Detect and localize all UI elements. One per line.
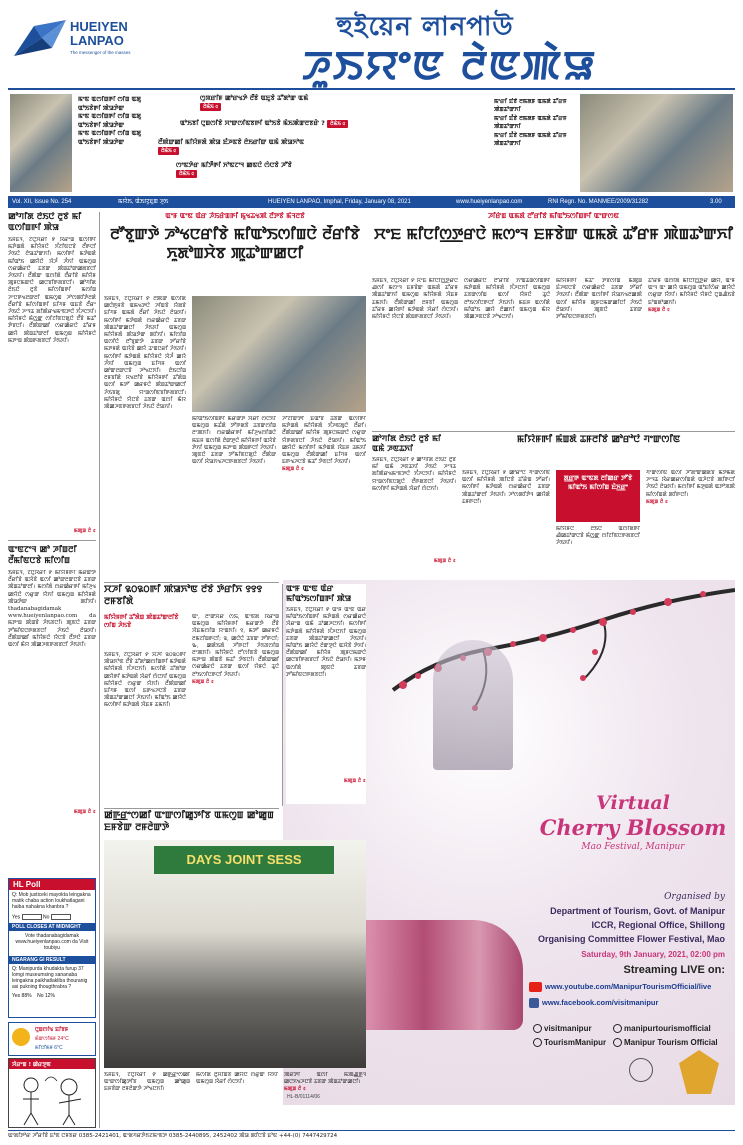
- poll-result-values: [9, 992, 95, 1000]
- poll-no-label: No: [42, 913, 50, 920]
- teaser-item[interactable]: ꯑꯣꯏꯕꯤ ꯅꯨꯡꯁꯤꯕꯥ ꯆꯦꯛꯁꯤꯟꯕꯒꯤ ꯑꯣꯏꯕꯥ ꯃꯥꯏꯄꯥꯛꯂꯕꯔꯥ ? ꯂꯥꯃꯥꯏ ৫: [156, 119, 491, 128]
- mid-story-1-headline[interactable]: ꯀꯣꯚꯤꯗ ꯂꯥꯏꯅꯥ ꯂꯨꯕꯥ ꯃꯤ ꯑꯃꯥ ꯍꯟꯊꯈꯤ: [372, 434, 441, 453]
- lower-story-1-col2: ꯑꯦ, ꯂꯦꯛꯆꯔ ꯁꯥꯢ, ꯑꯦꯟꯗ ꯋꯥꯔꯦꯡ ꯑꯃꯁꯨꯡ ꯃꯤꯌꯥꯝꯒꯤ ꯃꯔꯛꯇꯥ ꯂꯩꯕꯥ ꯋꯥꯐꯃꯁꯤꯡ ꯌꯦꯡꯈꯤ। ꯱, ꯃꯇꯧ ꯀꯔꯝꯅꯥ ꯂꯃꯖꯤꯡꯒꯅꯤ; ꯲, ꯀꯅꯥꯅꯥ ꯊꯕꯛ ꯇꯧꯒꯅꯤ; ꯳, ꯀꯗꯥꯏꯗꯥ ꯍꯧꯒꯅꯤ ꯍꯥꯏꯕꯁꯤꯡ ꯂꯦꯄꯈꯤ। ꯃꯤꯌꯥꯝꯅꯥ ꯂꯧꯁꯤꯟꯕꯥ ꯑꯃꯁꯨꯡ ꯃꯇꯦꯡ ꯄꯥꯡꯕꯥ ꯃꯊꯧ ꯇꯥꯕꯅꯤ। ꯂꯩꯄꯥꯛꯀꯤ ꯁꯔꯀꯥꯔꯅꯥ ꯊꯕꯛ ꯑꯁꯤ ꯌꯥꯝꯅꯥ ꯊꯨꯅꯥ ꯂꯣꯏꯁꯤꯅꯒꯅꯤ ꯍꯥꯏꯈꯤ। ꯃꯄꯨꯡ ꯂꯥ ৫: [192, 614, 279, 685]
- mid-story-1: [372, 434, 456, 578]
- divider: [104, 808, 279, 809]
- teaser-photo-left: [10, 94, 72, 192]
- top-teaser-strip: [8, 88, 735, 196]
- teaser-item[interactable]: ꯁꯨꯞꯔꯤꯝ ꯀꯣꯔꯠꯇꯥ ꯂꯩꯕꯥ ꯑꯐꯨꯕꯥ ꯊꯧꯗꯣꯛ ꯑꯃꯥ ꯂꯥꯃꯥꯏ ৫: [200, 94, 309, 110]
- second-lead-headline[interactable]: ꯆꯦꯐ ꯃꯤꯅꯤꯁ꯭ꯇꯔꯅꯥ ꯃꯁꯦꯜ ꯐꯝꯕꯥꯛ ꯑꯃꯗꯥ ꯊꯧꯔꯝ ꯄꯥꯡꯊꯣꯛꯈꯤ: [374, 225, 733, 243]
- mid-story-2-col1: ꯏꯝꯐꯥꯜ, ꯖꯥꯅꯨꯋꯥꯔꯤ ꯸ ꯀꯣꯔꯣꯅꯥ ꯚꯦꯛꯁꯤꯟ ꯑꯁꯤ ꯃꯤꯌꯥꯝꯗꯥ ꯄꯤꯅꯕꯥ ꯊꯧꯔꯥꯡ ꯇꯧꯔꯤ। ꯃꯁꯤꯒꯤ ꯃꯇꯥꯡꯗꯥ ꯁꯔꯀꯥꯔꯅꯥ ꯊꯕꯛ ꯄꯥꯡꯊꯣꯛꯂꯤ ꯍꯥꯏꯈꯤ। ꯍꯣꯁꯄꯤꯇꯥꯜ ꯀꯌꯥꯗꯥ ꯊꯝꯒꯅꯤ।: [462, 470, 550, 505]
- teaser-more-badge: ꯂꯥꯃꯥꯏ ৫: [200, 103, 221, 111]
- lead-kicker: ꯑꯦꯝ ꯑꯦꯟ ꯑꯥꯔ ꯍꯥꯏꯔꯥꯡꯒꯤ ꯃꯨꯠꯊꯠꯄꯥ ꯂꯩꯇꯕꯥ ꯃꯥꯜꯂꯕꯥ: [165, 212, 305, 220]
- logo-line2: LANPAO: [70, 33, 124, 48]
- continued-label: ꯃꯄꯨꯡ ꯂꯥ ৫: [192, 678, 215, 685]
- ad-organised-by: Organised by: [664, 892, 725, 902]
- hl-poll-box: [8, 878, 96, 1018]
- weather-max: ꯃꯥꯛꯁꯤꯃꯝ 24°C: [35, 1036, 69, 1042]
- poll-result-question: Q: Manipurda khudakta furup 37 lomgi museumsing sananaba leingakna paikhatlakliba thouranig asi pukning thougthrabra ?: [12, 965, 88, 991]
- continued-label: ꯃꯄꯨꯡ ꯂꯥ ৫: [73, 528, 96, 534]
- left-story1-body: ꯏꯝꯐꯥꯜ, ꯖꯥꯅꯨꯋꯥꯔꯤ ꯸ ꯋꯥꯔꯦꯡ ꯑꯁꯤꯒꯤ ꯃꯇꯥꯡꯗꯥ ꯃꯤꯌꯥꯝꯅꯥ ꯈꯪꯖꯤꯟꯅꯕꯥ ꯂꯩꯒꯅꯤ ꯍꯥꯏꯅꯥ ꯂꯥꯎꯊꯣꯛꯈꯤ। ꯃꯁꯤꯒꯤ ꯃꯇꯥꯡꯗꯥ ꯃꯤꯑꯣꯏ ꯀꯌꯥꯅꯥ ꯋꯥꯍꯪ ꯍꯪꯈꯤ ꯑꯃꯁꯨꯡ ꯁꯔꯀꯥꯔꯅꯥ ꯊꯕꯛ ꯄꯥꯡꯊꯣꯛꯀꯗꯕꯅꯤ ꯍꯥꯏꯈꯤ। ꯂꯩꯄꯥꯛ ꯑꯁꯤꯗꯥ ꯂꯩꯔꯤꯕꯥ ꯃꯤꯌꯥꯝ ꯄꯨꯝꯅꯃꯛꯅꯥ ꯀꯅꯕꯤꯒꯗꯕꯅꯤ। ꯀꯣꯚꯤꯗ ꯂꯥꯏꯅꯥ ꯂꯨꯕꯥ ꯃꯤꯁꯤꯡꯒꯤ ꯃꯁꯤꯡ ꯍꯦꯅꯒꯠꯂꯛꯂꯤ ꯑꯃꯁꯨꯡ ꯍꯣꯁꯄꯤꯇꯥꯂꯗꯥ ꯂꯩꯔꯤꯕꯥ ꯃꯤꯁꯤꯡꯒꯤ ꯐꯤꯚꯝ ꯑꯐꯕꯥ ꯂꯩꯔꯦ ꯍꯥꯏꯅꯥ ꯍꯦꯜꯊ ꯗꯤꯄꯥꯔꯠꯃꯦꯟꯇꯅꯥ ꯈꯪꯍꯅꯈꯤ। ꯃꯤꯌꯥꯝꯅꯥ ꯃꯥꯁ꯭ꯛ ꯁꯤꯖꯤꯟꯅꯗꯨꯅꯥ ꯂꯩꯕꯥ ꯃꯊꯧ ꯇꯥꯕꯅꯤ। ꯂꯩꯄꯥꯛꯀꯤ ꯁꯔꯀꯥꯔꯅꯥ ꯊꯧꯔꯝ ꯀꯌꯥ ꯄꯥꯡꯊꯣꯛꯂꯤ ꯑꯃꯁꯨꯡ ꯃꯤꯌꯥꯝꯅꯥ ꯃꯇꯦꯡ ꯄꯥꯡꯒꯗꯕꯅꯤ ꯍꯥꯏꯈꯤ।: [8, 237, 96, 344]
- continued-label: ꯃꯄꯨꯡ ꯂꯥ ৫: [343, 778, 366, 784]
- teaser-item[interactable]: ꯂꯩꯄꯥꯛꯀꯤ ꯃꯤꯌꯥꯝꯗꯥ ꯄꯥꯎ ꯐꯪꯍꯟꯕꯥ ꯂꯥꯏꯔꯤꯛ ꯑꯃꯥ ꯄꯥꯎꯈꯣꯟ ꯂꯥꯃꯥꯏ ৫: [158, 138, 305, 154]
- ad-title-cherry-blossom: Cherry Blossom: [539, 815, 727, 840]
- divider: [372, 431, 735, 432]
- volume-issue: Vol. XII, Issue No. 254: [12, 199, 72, 205]
- poll-question: Q: Mob justiceki mayokta leingakna matik chaba action loukhatlagani haiba nahakna khanbra ?: [12, 892, 91, 911]
- origami-bird-logo-icon: [12, 18, 68, 58]
- website-link[interactable]: www.hueiyenlanpao.com: [456, 199, 523, 205]
- ad-organiser-3: Organising Committee Flower Festival, Mao: [537, 934, 725, 944]
- rni-number: RNI Regn. No. MANMEE/2009/31282: [548, 199, 649, 205]
- lower-story-2-body: ꯏꯝꯐꯥꯜ, ꯖꯥꯅꯨꯋꯥꯔꯤ ꯸ ꯑꯦꯝ ꯑꯦꯟ ꯑꯥꯔ ꯃꯤꯑꯣꯏꯁꯤꯡꯒꯤ ꯃꯇꯥꯡꯗꯥ ꯁꯔꯀꯥꯔꯅꯥ ꯋꯥꯔꯦꯡ ꯑꯃꯥ ꯊꯣꯀꯍꯅꯈꯤ। ꯃꯁꯤꯒꯤ ꯃꯇꯥꯡꯗꯥ ꯃꯤꯌꯥꯝꯗꯥ ꯈꯪꯍꯅꯈꯤ ꯑꯃꯁꯨꯡ ꯊꯕꯛ ꯄꯥꯡꯊꯣꯛꯀꯅꯤ ꯍꯥꯏꯈꯤ। ꯃꯤꯑꯣꯏ ꯀꯌꯥꯅꯥ ꯂꯥꯛꯇꯨꯅꯥ ꯑꯋꯥꯕꯥ ꯇꯥꯈꯤ। ꯂꯩꯄꯥꯛꯀꯤ ꯃꯤꯌꯥꯝ ꯄꯨꯝꯅꯃꯛꯅꯥ ꯀꯅꯕꯤꯒꯗꯕꯅꯤ ꯍꯥꯏꯅꯥ ꯂꯥꯎꯈꯤ। ꯃꯇꯝ ꯑꯁꯤꯗꯥ ꯄꯨꯟꯅꯥ ꯊꯕꯛ ꯇꯧꯃꯤꯟꯅꯒꯗꯕꯅꯤ।: [286, 607, 366, 678]
- bottom-story-col3: ꯄꯥꯔꯇꯤ ꯑꯁꯤ ꯃꯄꯥꯉ꯭ꯒꯜ ꯀꯅꯈꯠꯍꯅꯕꯥ ꯊꯕꯛ ꯄꯥꯡꯊꯣꯛꯀꯅꯤ। ꯃꯄꯨꯡ ꯂꯥ ৫: [284, 1072, 366, 1093]
- dateline: HUEIYEN LANPAO, Imphal, Friday, January 08, 2021: [268, 199, 411, 205]
- bottom-story-col2: ꯃꯁꯤꯗꯥ ꯂꯨꯆꯤꯡꯕꯥ ꯀꯌꯥꯅꯥ ꯁꯔꯨꯛ ꯌꯥꯈꯤ ꯑꯃꯁꯨꯡ ꯋꯥꯔꯤ ꯁꯥꯅꯈꯤ।: [196, 1072, 278, 1086]
- poll-vote-instructions: Vote thadanabagidamak www.hueiyenlanpao.com da Visit toubiyu: [15, 932, 89, 952]
- second-lead-col3: ꯃꯤꯌꯥꯝꯒꯤ ꯃꯊꯧ ꯇꯥꯕꯁꯤꯡ ꯃꯄꯨꯡ ꯐꯥꯍꯟꯅꯕꯥ ꯁꯔꯀꯥꯔꯅꯥ ꯊꯕꯛ ꯇꯧꯔꯤ ꯍꯥꯏꯈꯤ। ꯂꯩꯄꯥꯛ ꯑꯁꯤꯒꯤ ꯆꯥꯎꯈꯠꯂꯀꯄꯥ ꯑꯁꯤ ꯃꯤꯌꯥꯝ ꯄꯨꯝꯅꯃꯛꯀꯤꯅꯤ ꯍꯥꯏꯅꯥ ꯂꯥꯎꯈꯤ। ꯄꯨꯟꯅꯥ ꯊꯕꯛ ꯇꯧꯃꯤꯟꯅꯒꯗꯕꯅꯤ।: [556, 278, 642, 321]
- lower-story-1-col1: ꯏꯝꯐꯥꯜ, ꯖꯥꯅꯨꯋꯥꯔꯤ ꯸ ꯆꯍꯤ ꯲꯰꯲꯰ꯒꯤ ꯄꯥꯎꯈꯣꯟ ꯂꯩꯕꯥ ꯊꯧꯗꯣꯀꯁꯤꯡꯒꯤ ꯃꯇꯥꯡꯗꯥ ꯃꯤꯌꯥꯝꯗꯥ ꯈꯪꯍꯅꯈꯤ। ꯃꯁꯤꯗꯥ ꯊꯧꯗꯣꯛ ꯀꯌꯥꯒꯤ ꯃꯇꯥꯡꯗꯥ ꯋꯥꯔꯤ ꯁꯥꯅꯈꯤ ꯑꯃꯁꯨꯡ ꯃꯤꯌꯥꯝꯅꯥ ꯁꯔꯨꯛ ꯌꯥꯈꯤ। ꯂꯩꯄꯥꯛꯀꯤ ꯐꯤꯚꯝ ꯑꯁꯤ ꯐꯒꯠꯍꯅꯕꯥ ꯊꯕꯛ ꯄꯥꯡꯊꯣꯛꯀꯅꯤ ꯍꯥꯏꯈꯤ। ꯃꯤꯑꯣꯏ ꯀꯌꯥꯅꯥ ꯃꯁꯤꯒꯤ ꯃꯇꯥꯡꯗꯥ ꯋꯥꯐꯝ ꯊꯃꯈꯤ।: [104, 652, 186, 709]
- second-lead-col4: ꯊꯧꯔꯝ ꯑꯁꯤꯗꯥ ꯃꯤꯅꯤꯁ꯭ꯇꯔ ꯀꯌꯥ, ꯑꯦꯝ ꯑꯦꯜ ꯑꯦ ꯀꯌꯥ ꯑꯃꯁꯨꯡ ꯑꯣꯐꯤꯁꯥꯔ ꯀꯌꯥꯅꯥ ꯁꯔꯨꯛ ꯌꯥꯈꯤ। ꯃꯤꯌꯥꯝꯅꯥ ꯌꯥꯝꯅꯥ ꯅꯨꯡꯉꯥꯏꯕꯥ ꯐꯣꯡꯗꯣꯀꯈꯤ। ꯃꯄꯨꯡ ꯂꯥ ৫: [648, 278, 735, 313]
- poll-yes-checkbox[interactable]: [22, 914, 42, 920]
- left-story2-body: ꯏꯝꯐꯥꯜ, ꯖꯥꯅꯨꯋꯥꯔꯤ ꯸ ꯃꯤꯌꯥꯝꯒꯤ ꯃꯔꯛꯇꯥ ꯂꯩꯔꯤꯕꯥ ꯑꯋꯥꯕꯥ ꯑꯁꯤ ꯀꯣꯛꯂꯛꯅꯕꯥ ꯊꯕꯛ ꯄꯥꯡꯊꯣꯛꯂꯤ। ꯃꯁꯤꯗꯥ ꯁꯔꯀꯥꯔꯒꯤ ꯃꯤꯍꯨꯠ ꯀꯌꯥꯅꯥ ꯁꯔꯨꯛ ꯌꯥꯈꯤ ꯑꯃꯁꯨꯡ ꯃꯤꯌꯥꯝꯗꯥ ꯄꯥꯎꯇꯥꯛ ꯄꯤꯈꯤ। thadanabagidamak www.hueiyenlanpao.com da ꯃꯇꯦꯡ ꯄꯥꯡꯕꯥ ꯍꯥꯏꯕꯅꯤ। ꯄꯨꯟꯅꯥ ꯊꯕꯛ ꯇꯧꯃꯤꯟꯅꯒꯗꯕꯅꯤ ꯍꯥꯏꯅꯥ ꯂꯥꯎꯈꯤ। ꯂꯩꯄꯥꯛꯀꯤ ꯃꯤꯌꯥꯝꯅꯥ ꯌꯥꯅꯕꯥ ꯂꯩꯇꯅꯥ ꯊꯕꯛ ꯑꯁꯤ ꯃꯥꯌ ꯄꯥꯀꯍꯟꯒꯗꯕꯅꯤ ꯍꯥꯏꯈꯤ।: [8, 570, 96, 649]
- facebook-icon: [529, 998, 539, 1008]
- ad-social-1[interactable]: visitmanipur: [533, 1024, 592, 1033]
- bottom-story-col1: ꯏꯝꯐꯥꯜ, ꯖꯥꯅꯨꯋꯥꯔꯤ ꯸ ꯀꯪꯒ꯭ꯔꯦꯁꯀꯤ ꯑꯦꯛꯁꯤꯀꯨꯇꯤꯕ ꯑꯃꯁꯨꯡ ꯀꯣꯀꯨꯡ ꯐꯝꯕꯥꯛ ꯂꯝꯂꯥꯛꯇꯥ ꯍꯣꯠꯅꯈꯤ।: [104, 1072, 190, 1093]
- mid-story-1-body: ꯏꯝꯐꯥꯜ, ꯖꯥꯅꯨꯋꯥꯔꯤ ꯸ ꯀꯣꯚꯤꯗ ꯂꯥꯏꯅꯥ ꯂꯨꯕꯥ ꯃꯤ ꯑꯃꯥ ꯍꯟꯊꯈꯤ ꯍꯥꯏꯅꯥ ꯍꯦꯜꯊ ꯗꯤꯄꯥꯔꯠꯃꯦꯟꯇꯅꯥ ꯈꯪꯍꯅꯈꯤ। ꯃꯤꯌꯥꯝꯅꯥ ꯌꯦꯡꯁꯤꯟꯅꯗꯨꯅꯥ ꯂꯩꯒꯗꯕꯅꯤ ꯍꯥꯏꯈꯤ। ꯃꯁꯤꯒꯤ ꯃꯇꯥꯡꯗꯥ ꯋꯥꯔꯤ ꯁꯥꯅꯈꯤ।: [372, 457, 456, 492]
- column-divider: [99, 212, 100, 1128]
- lower-story-1-headline[interactable]: ꯆꯍꯤ ꯲꯰꯲꯰ꯒꯤ ꯄꯥꯎꯈꯣꯟ ꯂꯩꯕꯥ ꯇꯥꯔꯤꯈ ꯱꯱꯱ ꯂꯝꯕꯤꯗꯥ: [104, 584, 263, 607]
- inline-highlight: ꯃꯤꯌꯥꯝꯒꯤ ꯊꯧꯗꯥꯡ ꯄꯥꯡꯊꯣꯛꯂꯤꯕꯥ ꯁꯤꯡ ꯍꯥꯏꯕꯥ: [104, 614, 179, 629]
- weather-label: ꯅꯨꯡꯁꯤꯠ ꯐꯤꯕꯝ: [35, 1027, 69, 1033]
- lead-story: [104, 212, 366, 582]
- cartoon-box: [8, 1058, 96, 1128]
- teaser-photo-right: [580, 94, 733, 192]
- mid-story-2-headline[interactable]: ꯃꯤꯌꯥꯝꯒꯤ ꯃꯥꯡꯗꯥ ꯊꯝꯂꯤꯕꯥ ꯀꯣꯔꯣꯅꯥ ꯚꯦꯛꯁꯤꯟ: [516, 434, 681, 445]
- second-lead-col1: ꯏꯝꯐꯥꯜ, ꯖꯥꯅꯨꯋꯥꯔꯤ ꯸ ꯆꯦꯐ ꯃꯤꯅꯤꯁ꯭ꯇꯔꯅꯥ ꯉꯁꯤ ꯃꯁꯦꯜ ꯐꯝꯕꯥꯛ ꯑꯃꯗꯥ ꯊꯧꯔꯝ ꯄꯥꯡꯊꯣꯛꯈꯤ ꯑꯃꯁꯨꯡ ꯃꯤꯌꯥꯝꯗꯥ ꯋꯥꯐꯝ ꯊꯃꯈꯤ। ꯂꯩꯄꯥꯛꯀꯤ ꯂꯝꯕꯤ ꯑꯃꯁꯨꯡ ꯊꯧꯔꯝ ꯀꯌꯥꯒꯤ ꯃꯇꯥꯡꯗꯥ ꯋꯥꯔꯤ ꯁꯥꯅꯈꯤ। ꯃꯤꯌꯥꯝꯅꯥ ꯌꯥꯅꯕꯥ ꯄꯥꯡꯒꯗꯕꯅꯤ ꯍꯥꯏꯈꯤ।: [372, 278, 458, 321]
- infobar-meitei-date: ꯃꯌꯥꯏ, ꯑꯥꯏꯌꯨꯐꯨꯡ ꯍꯨꯏ: [118, 199, 169, 205]
- teaser-center-list: [156, 94, 491, 194]
- ad-social-3[interactable]: TourismManipur: [533, 1038, 606, 1047]
- ad-social-4[interactable]: Manipur Tourism Official: [613, 1038, 718, 1047]
- poll-closes-banner: POLL CLOSES AT MIDNIGHT: [9, 923, 95, 931]
- continued-label: ꯃꯄꯨꯡ ꯂꯥ ৫: [648, 306, 671, 313]
- left-column: [8, 212, 96, 872]
- mid-story-2: [462, 434, 735, 578]
- issue-info-bar: [8, 196, 735, 208]
- ad-social-2[interactable]: manipurtourismofficial: [613, 1024, 711, 1033]
- ad-organiser-2: ICCR, Regional Office, Shillong: [591, 920, 725, 930]
- poll-result-banner: NGARANG GI RESULT: [9, 956, 95, 964]
- divider: [8, 540, 96, 541]
- continued-label: ꯃꯄꯨꯡ ꯂꯥ ৫: [73, 809, 96, 815]
- continued-label: ꯃꯄꯨꯡ ꯂꯥ ৫: [433, 558, 456, 564]
- teaser-left-headline[interactable]: ꯃꯦꯟ ꯑꯁꯤꯡꯒꯤ ꯁꯤꯡ ꯑꯗꯨ ꯑꯣꯏꯕꯥꯒꯤ ꯄꯥꯎꯇꯥꯛ ꯃꯦꯟ ꯑꯁꯤꯡꯒꯤ ꯁꯤꯡ ꯑꯗꯨ ꯑꯣꯏꯕꯥꯒꯤ ꯄꯥꯎꯇꯥꯛ ꯃꯦꯟ ꯑꯁꯤꯡꯒꯤ ꯁꯤꯡ ꯑꯗꯨ ꯑꯣꯏꯕꯥꯒꯤ ꯄꯥꯎꯇꯥꯛ: [78, 96, 142, 146]
- ad-figure-silhouette: [433, 640, 513, 770]
- lower-story-2-headline[interactable]: ꯑꯦꯝ ꯑꯦꯟ ꯑꯥꯔ ꯃꯤꯑꯣꯏꯁꯤꯡꯒꯤ ꯄꯥꯎ: [286, 584, 352, 603]
- teaser-more-badge: ꯂꯥꯃꯥꯏ ৫: [176, 170, 197, 178]
- poll-no-checkbox[interactable]: [51, 914, 71, 920]
- masthead-bengali-title: হুইয়েন লানপাউ: [336, 12, 514, 42]
- second-lead-col2: ꯁꯔꯀꯥꯔꯅꯥ ꯂꯧꯔꯤꯕꯥ ꯈꯣꯡꯊꯥꯡꯁꯤꯡꯒꯤ ꯃꯇꯥꯡꯗꯥ ꯃꯤꯌꯥꯝꯗꯥ ꯈꯪꯍꯅꯈꯤ ꯑꯃꯁꯨꯡ ꯊꯕꯛꯁꯤꯡ ꯑꯁꯤ ꯌꯥꯝꯅꯥ ꯊꯨꯅꯥ ꯂꯣꯏꯁꯤꯅꯒꯅꯤ ꯍꯥꯏꯈꯤ। ꯃꯐꯝ ꯑꯁꯤꯗꯥ ꯃꯤꯑꯣꯏ ꯀꯌꯥ ꯂꯥꯀꯈꯤ ꯑꯃꯁꯨꯡ ꯃꯥꯌ ꯄꯥꯀꯍꯟꯅꯕꯥ ꯍꯣꯠꯅꯈꯤ।: [464, 278, 550, 321]
- lead-photo: [192, 296, 366, 412]
- mid-story-2-col3: ꯚꯦꯛꯁꯤꯟ ꯑꯁꯤ ꯍꯧꯗꯣꯛꯀꯗꯕꯥ ꯃꯇꯃꯗꯥ ꯍꯦꯜꯊ ꯋꯥꯔꯀꯔꯁꯤꯡꯗꯥ ꯑꯍꯥꯅꯕꯥ ꯄꯤꯒꯅꯤ ꯍꯥꯏꯅꯥ ꯂꯥꯎꯈꯤ। ꯃꯁꯤꯒꯤ ꯃꯇꯨꯡꯗꯥ ꯑꯇꯣꯞꯄꯥ ꯃꯤꯁꯤꯡꯗꯥ ꯄꯤꯒꯅꯤ। ꯃꯄꯨꯡ ꯂꯥ ৫: [646, 470, 735, 505]
- ad-title-mao-festival: Mao Festival, Manipur: [581, 842, 685, 852]
- bottom-story-headline[interactable]: ꯀꯪꯒ꯭ꯔꯦꯁꯀꯤ ꯑꯦꯛꯁꯤꯀꯨꯇꯤꯕ ꯑꯃꯁꯨꯡ ꯀꯣꯀꯨꯡ ꯐꯝꯕꯥꯛ ꯂꯝꯂꯥꯛꯇꯥ: [104, 810, 274, 833]
- twitter-icon: [533, 1038, 542, 1047]
- bottom-story-photo: [104, 840, 366, 1068]
- poll-title: HL Poll: [9, 879, 95, 890]
- teaser-item[interactable]: ꯁꯦꯟꯇꯥꯔ ꯃꯤꯇꯩꯒꯤ ꯈꯣꯟꯖꯦꯜ ꯀꯟꯅꯥ ꯁꯥꯅꯕꯥ ꯍꯧꯕꯥ ꯂꯥꯃꯥꯏ ৫: [176, 161, 292, 177]
- ad-facebook-link[interactable]: www.facebook.com/visitmanipur: [529, 998, 658, 1008]
- ad-date-time: Saturday, 9th January, 2021, 02:00 pm: [581, 950, 725, 959]
- masthead: [0, 0, 743, 88]
- instagram-icon: [613, 1024, 622, 1033]
- weather-box: [8, 1022, 96, 1056]
- facebook-icon: [613, 1038, 622, 1047]
- highlight-box: ꯗ꯭ꯔꯒ ꯑꯦꯟꯗ ꯂꯤꯀꯔ ꯇꯧꯕꯥ ꯃꯤꯑꯣꯏ ꯃꯤꯁꯤꯡ ꯐꯥꯈ꯭ꯔꯦ: [556, 470, 640, 522]
- ad-title-virtual: Virtual: [596, 792, 670, 814]
- logo-wordmark: [70, 20, 128, 48]
- left-story1-headline[interactable]: ꯀꯣꯚꯤꯗ ꯂꯥꯏꯅꯥ ꯂꯨꯕꯥ ꯃꯤ ꯑꯁꯤꯡꯒꯤ ꯄꯥꯎ: [8, 212, 82, 233]
- youtube-icon: [529, 982, 542, 992]
- second-lead-story: [372, 212, 735, 428]
- photo-banner: DAYS JOINT SESS: [154, 846, 334, 874]
- lead-body-col1: ꯏꯝꯐꯥꯜ, ꯖꯥꯅꯨꯋꯥꯔꯤ ꯸ ꯂꯩꯄꯥꯛ ꯑꯁꯤꯗꯥ ꯀꯅꯥꯒꯨꯝꯕꯥ ꯑꯃꯠꯇꯅꯥ ꯍꯤꯡꯕꯥ ꯌꯥꯗꯕꯥ ꯐꯤꯚꯝ ꯑꯃꯗꯥ ꯂꯩꯔꯤ ꯍꯥꯏꯅꯥ ꯂꯥꯎꯈꯤ। ꯃꯁꯤꯒꯤ ꯃꯇꯥꯡꯗꯥ ꯁꯔꯀꯥꯔꯅꯥ ꯊꯕꯛ ꯄꯥꯡꯊꯣꯛꯀꯅꯤ ꯍꯥꯏꯈꯤ ꯑꯃꯁꯨꯡ ꯃꯤꯌꯥꯝꯗꯥ ꯄꯥꯎꯇꯥꯛ ꯄꯤꯈꯤ। ꯃꯤꯁꯤꯡ ꯑꯁꯤꯅꯥ ꯂꯧꯕꯨꯛꯇꯥ ꯊꯕꯛ ꯇꯧꯔꯤꯕꯥ ꯃꯇꯝꯗꯥ ꯑꯋꯥꯕꯥ ꯀꯌꯥ ꯊꯦꯡꯅꯔꯤ ꯍꯥꯏꯈꯤ। ꯃꯁꯤꯒꯤ ꯃꯇꯥꯡꯗꯥ ꯃꯤꯌꯥꯝꯅꯥ ꯋꯥꯍꯪ ꯀꯌꯥ ꯍꯪꯈꯤ ꯑꯃꯁꯨꯡ ꯐꯤꯚꯝ ꯑꯁꯤ ꯀꯣꯛꯂꯛꯅꯕꯥ ꯍꯣꯠꯅꯈꯤ। ꯂꯥꯏꯅꯤꯡ ꯂꯝꯕꯤꯗꯥ ꯆꯠꯂꯤꯕꯥ ꯃꯤꯌꯥꯝꯒꯤ ꯊꯧꯗꯥꯡ ꯑꯁꯤ ꯃꯇꯧ ꯀꯔꯝꯅꯥ ꯄꯥꯡꯊꯣꯛꯀꯅꯤ ꯍꯥꯏꯕꯗꯨ ꯌꯦꯡꯁꯤꯟꯕꯤꯒꯗꯕꯅꯤ। ꯃꯤꯌꯥꯝꯅꯥ ꯌꯥꯅꯕꯥ ꯊꯕꯛ ꯑꯁꯤ ꯃꯥꯌ ꯄꯥꯀꯍꯟꯒꯗꯕꯅꯤ ꯍꯥꯏꯅꯥ ꯂꯥꯎꯈꯤ।: [104, 296, 186, 411]
- poll-yes-result: Yes 88%: [12, 993, 32, 1000]
- ad-youtube-link[interactable]: www.youtube.com/ManipurTourismOfficial/live: [529, 982, 711, 992]
- ad-organiser-1: Department of Tourism, Govt. of Manipur: [550, 906, 725, 916]
- footer-contact: ꯑꯦꯗꯤꯇꯣꯔ ꯍꯧꯔꯤꯕꯥ ꯐꯣꯟ ꯅꯝꯕꯔ 0385-2421401, ꯑꯦꯗꯚꯔꯇꯥꯏꯖꯃꯦꯟꯇ 0385-2440895, 2452402 ꯄꯥꯎ ꯄꯤꯅꯕꯥ ꯐꯣꯟ +44-(0) 7447429724: [8, 1130, 735, 1142]
- logo-line1: HUEIYEN: [70, 19, 128, 34]
- left-story2-headline[interactable]: ꯑꯦꯟꯖꯦꯜ ꯀꯣ ꯍꯤꯡꯂꯤ ꯂꯩꯃꯤꯟꯅꯕꯥ ꯃꯤꯁꯤꯡ: [8, 545, 77, 566]
- poll-no-result: No 12%: [37, 993, 55, 1000]
- price: 3.00: [710, 199, 722, 205]
- masthead-meitei-title: ꯍꯨꯏꯌꯦꯟ ꯂꯥꯟꯄꯥꯎ: [300, 43, 600, 89]
- continued-label: ꯃꯄꯨꯡ ꯂꯥ ৫: [646, 498, 669, 505]
- ad-streaming-label: Streaming LIVE on:: [623, 964, 725, 976]
- instagram-icon: [533, 1024, 542, 1033]
- poll-yes-label: Yes: [12, 913, 21, 920]
- poll-options: [9, 913, 95, 921]
- teaser-more-badge: ꯂꯥꯃꯥꯏ ৫: [158, 147, 179, 155]
- lead-headline[interactable]: ꯂꯧꯕꯨꯛꯇꯥ ꯍꯣꯠꯅꯔꯤꯕꯥ ꯃꯤꯑꯣꯏꯁꯤꯡꯅꯥ ꯂꯩꯔꯤꯕꯥ ꯈꯨꯗꯣꯡꯆꯥꯕ ꯄꯨꯊꯣꯛꯀꯅꯤ: [110, 225, 360, 262]
- sun-icon: [12, 1028, 30, 1046]
- continued-label: ꯃꯄꯨꯡ ꯂꯥ ৫: [284, 1086, 307, 1093]
- lower-story-2: [286, 584, 366, 804]
- divider: [104, 582, 279, 583]
- weather-min: ꯃꯤꯅꯤꯃꯝ 6°C: [35, 1045, 63, 1051]
- cartoon-label: ꯋꯥꯔꯦꯡ ! ꯀꯥꯔꯇꯨꯟ: [9, 1059, 95, 1069]
- mid-story-2-col2: ꯃꯤꯌꯥꯝꯅꯥ ꯂꯥꯏꯅꯥ ꯑꯁꯤꯗꯒꯤ ꯉꯥꯀꯊꯣꯛꯅꯕꯥ ꯃꯥꯁ꯭ꯛ ꯁꯤꯖꯤꯟꯅꯒꯗꯕꯅꯤ ꯍꯥꯏꯈꯤ।: [556, 526, 640, 547]
- cartoon-drawing-icon: [9, 1069, 95, 1127]
- logo-tagline: The messenger of the masses: [70, 50, 131, 55]
- lead-body-col2: ꯃꯤꯑꯣꯏꯁꯤꯡꯒꯤ ꯃꯔꯛꯇꯥ ꯋꯥꯔꯤ ꯁꯥꯅꯈꯤ ꯑꯃꯁꯨꯡ ꯃꯊꯪꯗꯥ ꯇꯧꯒꯗꯕꯥ ꯊꯕꯛꯁꯤꯡ ꯂꯦꯄꯈꯤ। ꯁꯔꯀꯥꯔꯒꯤ ꯃꯤꯍꯨꯠꯁꯤꯡꯅꯥ ꯃꯐꯝ ꯑꯁꯤꯗꯥ ꯂꯥꯛꯇꯨꯅꯥ ꯃꯤꯌꯥꯝꯒꯤ ꯑꯋꯥꯕꯥ ꯇꯥꯈꯤ ꯑꯃꯁꯨꯡ ꯃꯇꯦꯡ ꯄꯥꯡꯒꯅꯤ ꯍꯥꯏꯈꯤ। ꯄꯨꯟꯅꯥ ꯊꯕꯛ ꯇꯧꯃꯤꯟꯅꯗꯨꯅꯥ ꯂꯩꯄꯥꯛ ꯑꯁꯤ ꯆꯥꯎꯈꯠꯍꯅꯒꯗꯕꯅꯤ ꯍꯥꯏꯈꯤ।: [192, 416, 276, 466]
- lead-body-col3: ꯍꯧꯖꯤꯛꯇꯤ ꯐꯥꯑꯣꯕꯥ ꯊꯕꯛ ꯑꯁꯤꯒꯤ ꯃꯇꯥꯡꯗꯥ ꯃꯤꯌꯥꯝꯗꯥ ꯈꯪꯍꯟꯗꯨꯅꯥ ꯂꯩꯔꯤ। ꯂꯩꯄꯥꯛꯀꯤ ꯃꯤꯌꯥꯝ ꯄꯨꯝꯅꯃꯛꯅꯥ ꯁꯔꯨꯛ ꯌꯥꯒꯗꯕꯅꯤ ꯍꯥꯏꯅꯥ ꯂꯥꯎꯈꯤ। ꯃꯤꯑꯣꯏ ꯀꯌꯥꯅꯥ ꯃꯁꯤꯒꯤ ꯃꯇꯥꯡꯗꯥ ꯋꯥꯐꯝ ꯊꯃꯈꯤ ꯑꯃꯁꯨꯡ ꯂꯩꯄꯥꯛꯀꯤ ꯐꯤꯚꯝ ꯑꯁꯤ ꯐꯒꯠꯍꯅꯕꯥ ꯃꯊꯧ ꯇꯥꯕꯅꯤ ꯍꯥꯏꯈꯤ। ꯃꯄꯨꯡ ꯂꯥ ৫: [282, 416, 366, 473]
- teaser-more-badge: ꯂꯥꯃꯥꯏ ৫: [327, 120, 348, 128]
- second-lead-kicker: ꯍꯤꯔꯥꯡ ꯑꯃꯗꯥ ꯂꯧꯔꯤꯕꯥ ꯃꯤꯑꯣꯏꯁꯤꯡꯒꯤ ꯑꯦꯛꯁꯟ: [487, 212, 620, 220]
- ad-code: HL-B/01114/06: [287, 1094, 320, 1100]
- iccr-logo-icon: [629, 1058, 653, 1082]
- continued-label: ꯃꯄꯨꯡ ꯂꯥ ৫: [282, 466, 305, 473]
- teaser-right-headline[interactable]: ꯃꯦꯔꯤ ꯐꯪꯕꯥ ꯂꯃꯗꯝ ꯑꯃꯗꯥ ꯊꯧꯔꯝ ꯄꯥꯡꯊꯣꯛꯈꯤ ꯃꯦꯔꯤ ꯐꯪꯕꯥ ꯂꯃꯗꯝ ꯑꯃꯗꯥ ꯊꯧꯔꯝ ꯄꯥꯡꯊꯣꯛꯈꯤ ꯃꯦꯔꯤ ꯐꯪꯕꯥ ꯂꯃꯗꯝ ꯑꯃꯗꯥ ꯊꯧꯔꯝ ꯄꯥꯡꯊꯣꯛꯈꯤ: [494, 99, 567, 148]
